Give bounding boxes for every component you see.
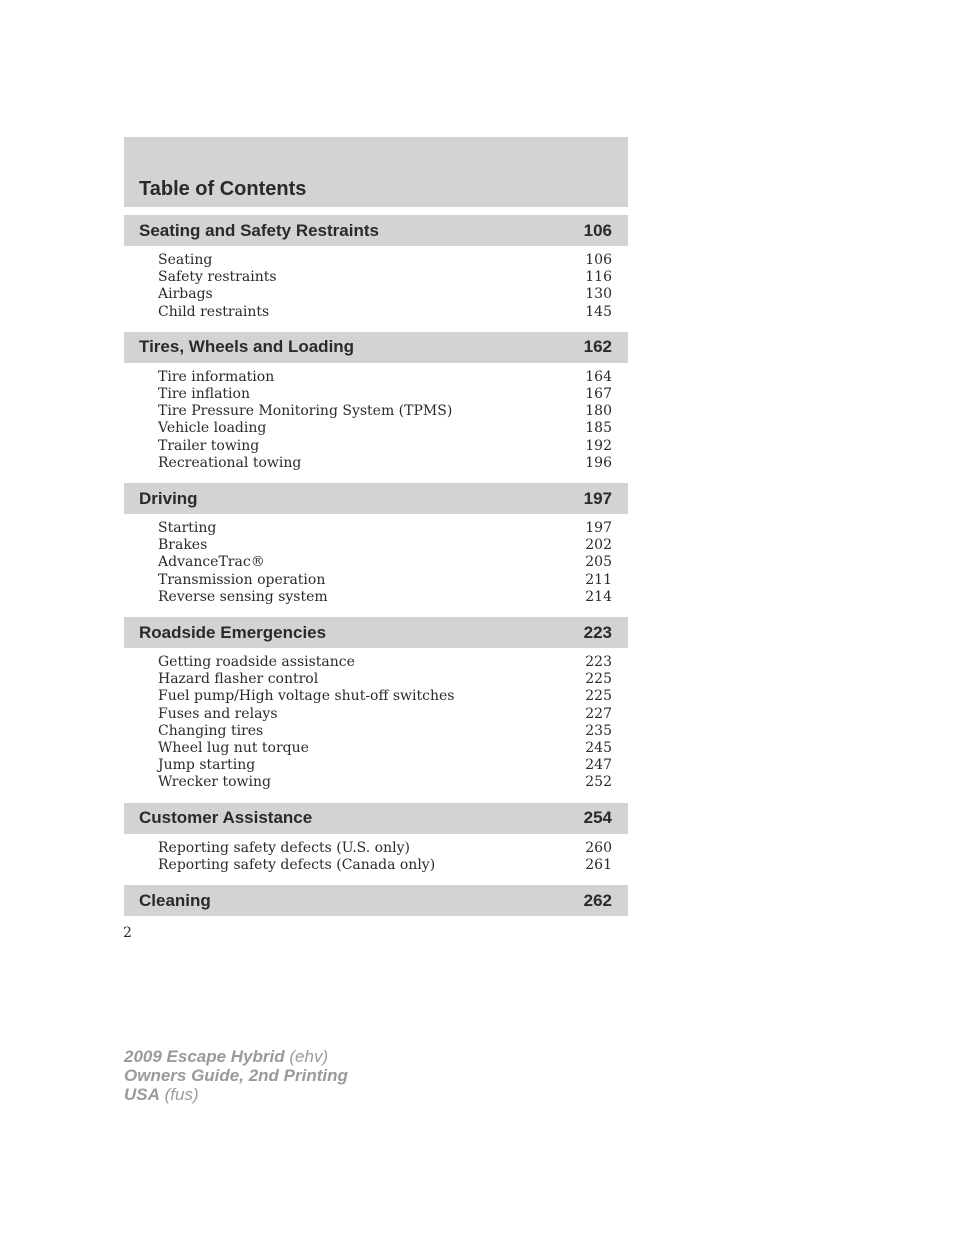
entry-page: 235: [585, 722, 612, 739]
toc-title: Table of Contents: [139, 178, 307, 200]
entry-label: Transmission operation: [158, 571, 326, 588]
section-title: Seating and Safety Restraints: [139, 220, 379, 240]
entry-page: 197: [585, 520, 612, 537]
footer-line-3: [124, 1085, 348, 1104]
entry-label: Tire Pressure Monitoring System (TPMS): [158, 403, 453, 420]
entry-page: 214: [585, 588, 612, 605]
entry-page: 223: [585, 654, 612, 671]
entry-label: Tire inflation: [158, 386, 250, 403]
entry-label: Fuses and relays: [158, 705, 278, 722]
footer-market-code: (fus): [164, 1085, 199, 1104]
toc-entry[interactable]: [158, 438, 612, 455]
toc-section: [124, 617, 628, 795]
section-heading[interactable]: [124, 617, 628, 648]
entry-label: Recreational towing: [158, 454, 302, 471]
entry-label: Wrecker towing: [158, 774, 271, 791]
toc-sections: [124, 215, 628, 916]
entry-label: Jump starting: [158, 757, 256, 774]
entry-label: Safety restraints: [158, 269, 277, 286]
entry-page: 260: [585, 839, 612, 856]
section-heading[interactable]: [124, 483, 628, 514]
footer: [124, 1047, 348, 1104]
entry-page: 164: [585, 368, 612, 385]
entry-label: Reporting safety defects (Canada only): [158, 856, 436, 873]
entry-label: Child restraints: [158, 303, 270, 320]
footer-model-code: (ehv): [289, 1047, 329, 1066]
entry-label: Tire information: [158, 368, 275, 385]
entry-page: 192: [585, 437, 612, 454]
section-heading[interactable]: [124, 803, 628, 834]
section-page: 197: [583, 488, 612, 508]
entry-page: 106: [585, 252, 612, 268]
section-items: [124, 514, 628, 609]
toc-entry[interactable]: [158, 286, 612, 303]
entry-page: 225: [585, 688, 612, 705]
entry-label: Getting roadside assistance: [158, 654, 355, 671]
toc-entry[interactable]: [158, 520, 612, 537]
entry-page: 211: [585, 571, 612, 588]
toc-header: [124, 137, 628, 207]
entry-page: 247: [585, 757, 612, 774]
toc-entry[interactable]: [158, 774, 612, 791]
section-items: [124, 246, 628, 324]
toc-entry[interactable]: [158, 757, 612, 774]
entry-label: Fuel pump/High voltage shut-off switches: [158, 688, 455, 705]
entry-label: Brakes: [158, 537, 208, 554]
toc-entry[interactable]: [158, 455, 612, 472]
table-of-contents: [124, 137, 628, 916]
toc-entry[interactable]: [158, 369, 612, 386]
entry-page: 205: [585, 554, 612, 571]
section-title: Tires, Wheels and Loading: [139, 337, 355, 357]
entry-label: Hazard flasher control: [158, 671, 319, 688]
toc-entry[interactable]: [158, 589, 612, 606]
entry-label: Airbags: [158, 286, 213, 303]
footer-market: USA: [124, 1085, 160, 1104]
entry-page: 202: [585, 537, 612, 554]
toc-entry[interactable]: [158, 386, 612, 403]
toc-entry[interactable]: [158, 304, 612, 321]
section-page: 262: [583, 890, 612, 910]
entry-label: Starting: [158, 520, 217, 537]
section-page: 106: [583, 220, 612, 240]
section-title: Driving: [139, 488, 198, 508]
entry-label: Wheel lug nut torque: [158, 740, 309, 757]
toc-entry[interactable]: [158, 654, 612, 671]
entry-page: 196: [585, 454, 612, 471]
toc-section: [124, 215, 628, 324]
toc-section: [124, 483, 628, 609]
section-title: Cleaning: [139, 890, 211, 910]
section-title: Customer Assistance: [139, 808, 313, 828]
entry-page: 225: [585, 671, 612, 688]
section-heading[interactable]: [124, 332, 628, 363]
entry-page: 245: [585, 740, 612, 757]
toc-entry[interactable]: [158, 740, 612, 757]
toc-entry[interactable]: [158, 420, 612, 437]
entry-page: 167: [585, 386, 612, 403]
section-page: 162: [583, 337, 612, 357]
entry-page: 116: [585, 269, 612, 286]
toc-section: [124, 803, 628, 877]
toc-section: [124, 885, 628, 916]
toc-entry[interactable]: [158, 671, 612, 688]
section-page: 223: [583, 622, 612, 642]
toc-entry[interactable]: [158, 706, 612, 723]
entry-label: AdvanceTrac®: [158, 554, 265, 571]
toc-entry[interactable]: [158, 840, 612, 857]
toc-entry[interactable]: [158, 252, 612, 269]
page-number: 2: [123, 925, 132, 941]
toc-entry[interactable]: [158, 723, 612, 740]
entry-label: Reverse sensing system: [158, 588, 328, 605]
entry-page: 185: [585, 420, 612, 437]
section-heading[interactable]: [124, 885, 628, 916]
entry-page: 180: [585, 403, 612, 420]
entry-page: 145: [585, 303, 612, 320]
toc-entry[interactable]: [158, 572, 612, 589]
toc-entry[interactable]: [158, 688, 612, 705]
entry-label: Trailer towing: [158, 437, 260, 454]
section-heading[interactable]: [124, 215, 628, 246]
footer-line-1: [124, 1047, 348, 1066]
footer-model: 2009 Escape Hybrid: [124, 1047, 285, 1066]
entry-page: 261: [585, 856, 612, 873]
toc-section: [124, 332, 628, 475]
toc-entry[interactable]: [158, 403, 612, 420]
footer-line-2: Owners Guide, 2nd Printing: [124, 1066, 348, 1085]
section-page: 254: [583, 808, 612, 828]
section-items: [124, 363, 628, 475]
entry-label: Seating: [158, 252, 213, 268]
section-title: Roadside Emergencies: [139, 622, 327, 642]
toc-entry[interactable]: [158, 269, 612, 286]
section-items: [124, 834, 628, 877]
entry-label: Changing tires: [158, 722, 264, 739]
section-items: [124, 648, 628, 795]
entry-label: Vehicle loading: [158, 420, 267, 437]
entry-page: 227: [585, 705, 612, 722]
entry-page: 252: [585, 774, 612, 791]
entry-page: 130: [585, 286, 612, 303]
toc-entry[interactable]: [158, 537, 612, 554]
entry-label: Reporting safety defects (U.S. only): [158, 839, 410, 856]
toc-entry[interactable]: [158, 857, 612, 874]
toc-entry[interactable]: [158, 554, 612, 571]
